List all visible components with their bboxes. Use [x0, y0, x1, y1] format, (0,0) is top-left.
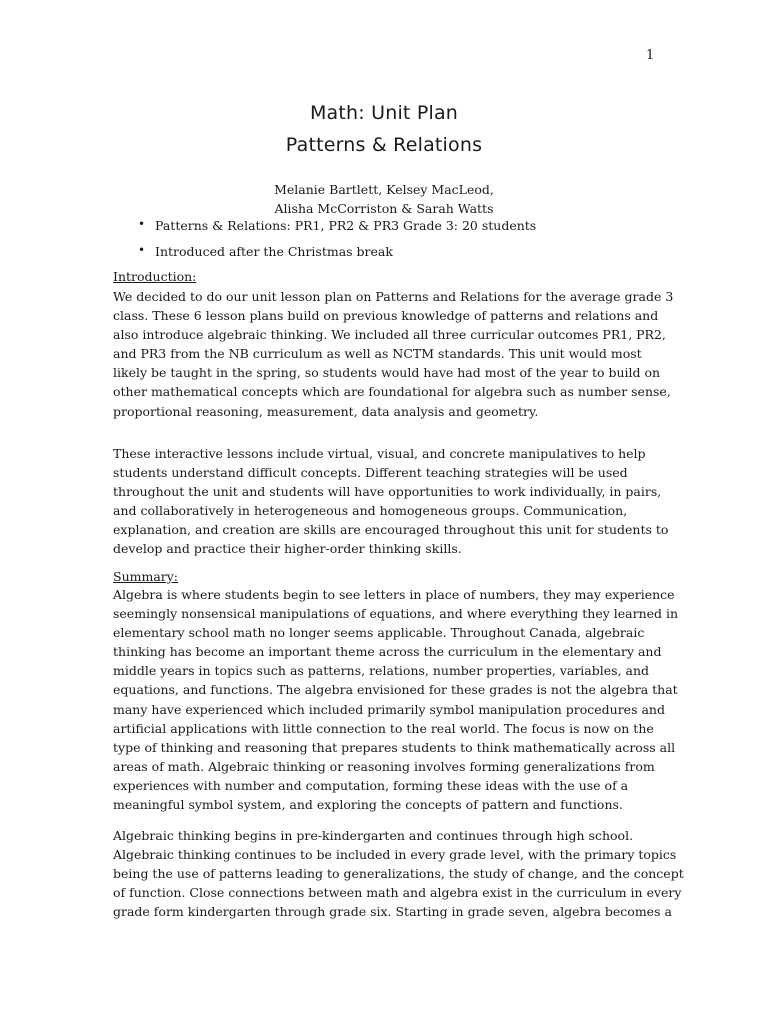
text-line: proportional reasoning, measurement, data analysis and geometry. — [113, 403, 539, 419]
text-line: experiences with number and computation, forming these ideas with the use of a — [113, 777, 629, 793]
document-title-line-1: Math: Unit Plan — [309, 102, 459, 124]
text-line: students understand difficult concepts. Different teaching strategies will be used — [113, 465, 628, 481]
bullet-text: Introduced after the Christmas break — [155, 244, 393, 259]
authors-line-2: Alisha McCorriston & Sarah Watts — [274, 201, 494, 216]
document-title-line-2: Patterns & Relations — [285, 134, 483, 156]
text-line: grade form kindergarten through grade six. Starting in grade seven, algebra becomes a — [113, 904, 672, 920]
bullet-list — [138, 242, 393, 261]
summary-paragraph-2 — [113, 826, 684, 921]
text-line: Algebraic thinking continues to be included in every grade level, with the primary topics — [113, 847, 677, 863]
bullet-text: Patterns & Relations: PR1, PR2 & PR3 Grade 3: 20 students — [155, 218, 537, 233]
text-line: also introduce algebraic thinking. We included all three curricular outcomes PR1, PR2, — [113, 327, 666, 343]
summary-paragraph-1 — [113, 585, 679, 814]
text-line: seemingly nonsensical manipulations of equations, and where everything they learned in — [113, 606, 679, 622]
bullet-item-class-info — [138, 216, 536, 235]
summary-heading: Summary: — [113, 569, 179, 584]
text-line: type of thinking and reasoning that prepares students to think mathematically across all — [113, 739, 676, 755]
authors-line-1: Melanie Bartlett, Kelsey MacLeod, — [274, 182, 494, 197]
text-line: meaningful symbol system, and exploring the concepts of pattern and functions. — [113, 797, 623, 813]
text-line: many have experienced which included primarily symbol manipulation procedures and — [113, 701, 665, 717]
page-number: 1 — [646, 48, 655, 63]
bullet-icon: • — [138, 243, 146, 257]
text-line: artificial applications with little connection to the real world. The focus is now on the — [113, 720, 654, 736]
text-line: of function. Close connections between math and algebra exist in the curriculum in every — [113, 885, 682, 901]
bullet-list — [138, 216, 536, 235]
text-line: These interactive lessons include virtual, visual, and concrete manipulatives to help — [113, 446, 646, 461]
introduction-paragraph-2 — [113, 444, 669, 559]
text-line: explanation, and creation are skills are encouraged throughout this unit for students to — [113, 522, 669, 538]
introduction-paragraph-1 — [113, 287, 674, 421]
text-line: class. These 6 lesson plans build on previous knowledge of patterns and relations and — [113, 308, 659, 324]
text-line: Algebra is where students begin to see letters in place of numbers, they may experience — [113, 587, 675, 602]
text-line: being the use of patterns leading to generalizations, the study of change, and the concept — [113, 866, 684, 882]
text-line: throughout the unit and students will have opportunities to work individually, in pairs, — [113, 484, 662, 500]
bullet-icon: • — [138, 217, 146, 231]
text-line: Algebraic thinking begins in pre-kindergarten and continues through high school. — [113, 828, 634, 843]
text-line: other mathematical concepts which are foundational for algebra such as number sense, — [113, 384, 671, 400]
text-line: and PR3 from the NB curriculum as well as NCTM standards. This unit would most — [113, 346, 642, 362]
text-line: likely be taught in the spring, so students would have had most of the year to build on — [113, 365, 661, 381]
text-line: thinking has become an important theme across the curriculum in the elementary and — [113, 644, 662, 660]
bullet-item-timing — [138, 242, 393, 261]
text-line: equations, and functions. The algebra envisioned for these grades is not the algebra that — [113, 682, 678, 698]
text-line: We decided to do our unit lesson plan on Patterns and Relations for the average grade 3 — [113, 289, 674, 304]
text-line: middle years in topics such as patterns, relations, number properties, variables, and — [113, 663, 650, 679]
introduction-heading: Introduction: — [113, 269, 197, 284]
text-line: areas of math. Algebraic thinking or reasoning involves forming generalizations from — [113, 758, 655, 774]
text-line: elementary school math no longer seems applicable. Throughout Canada, algebraic — [113, 625, 645, 641]
text-line: and collaboratively in heterogeneous and homogeneous groups. Communication, — [113, 503, 628, 519]
text-line: develop and practice their higher-order thinking skills. — [113, 541, 462, 557]
